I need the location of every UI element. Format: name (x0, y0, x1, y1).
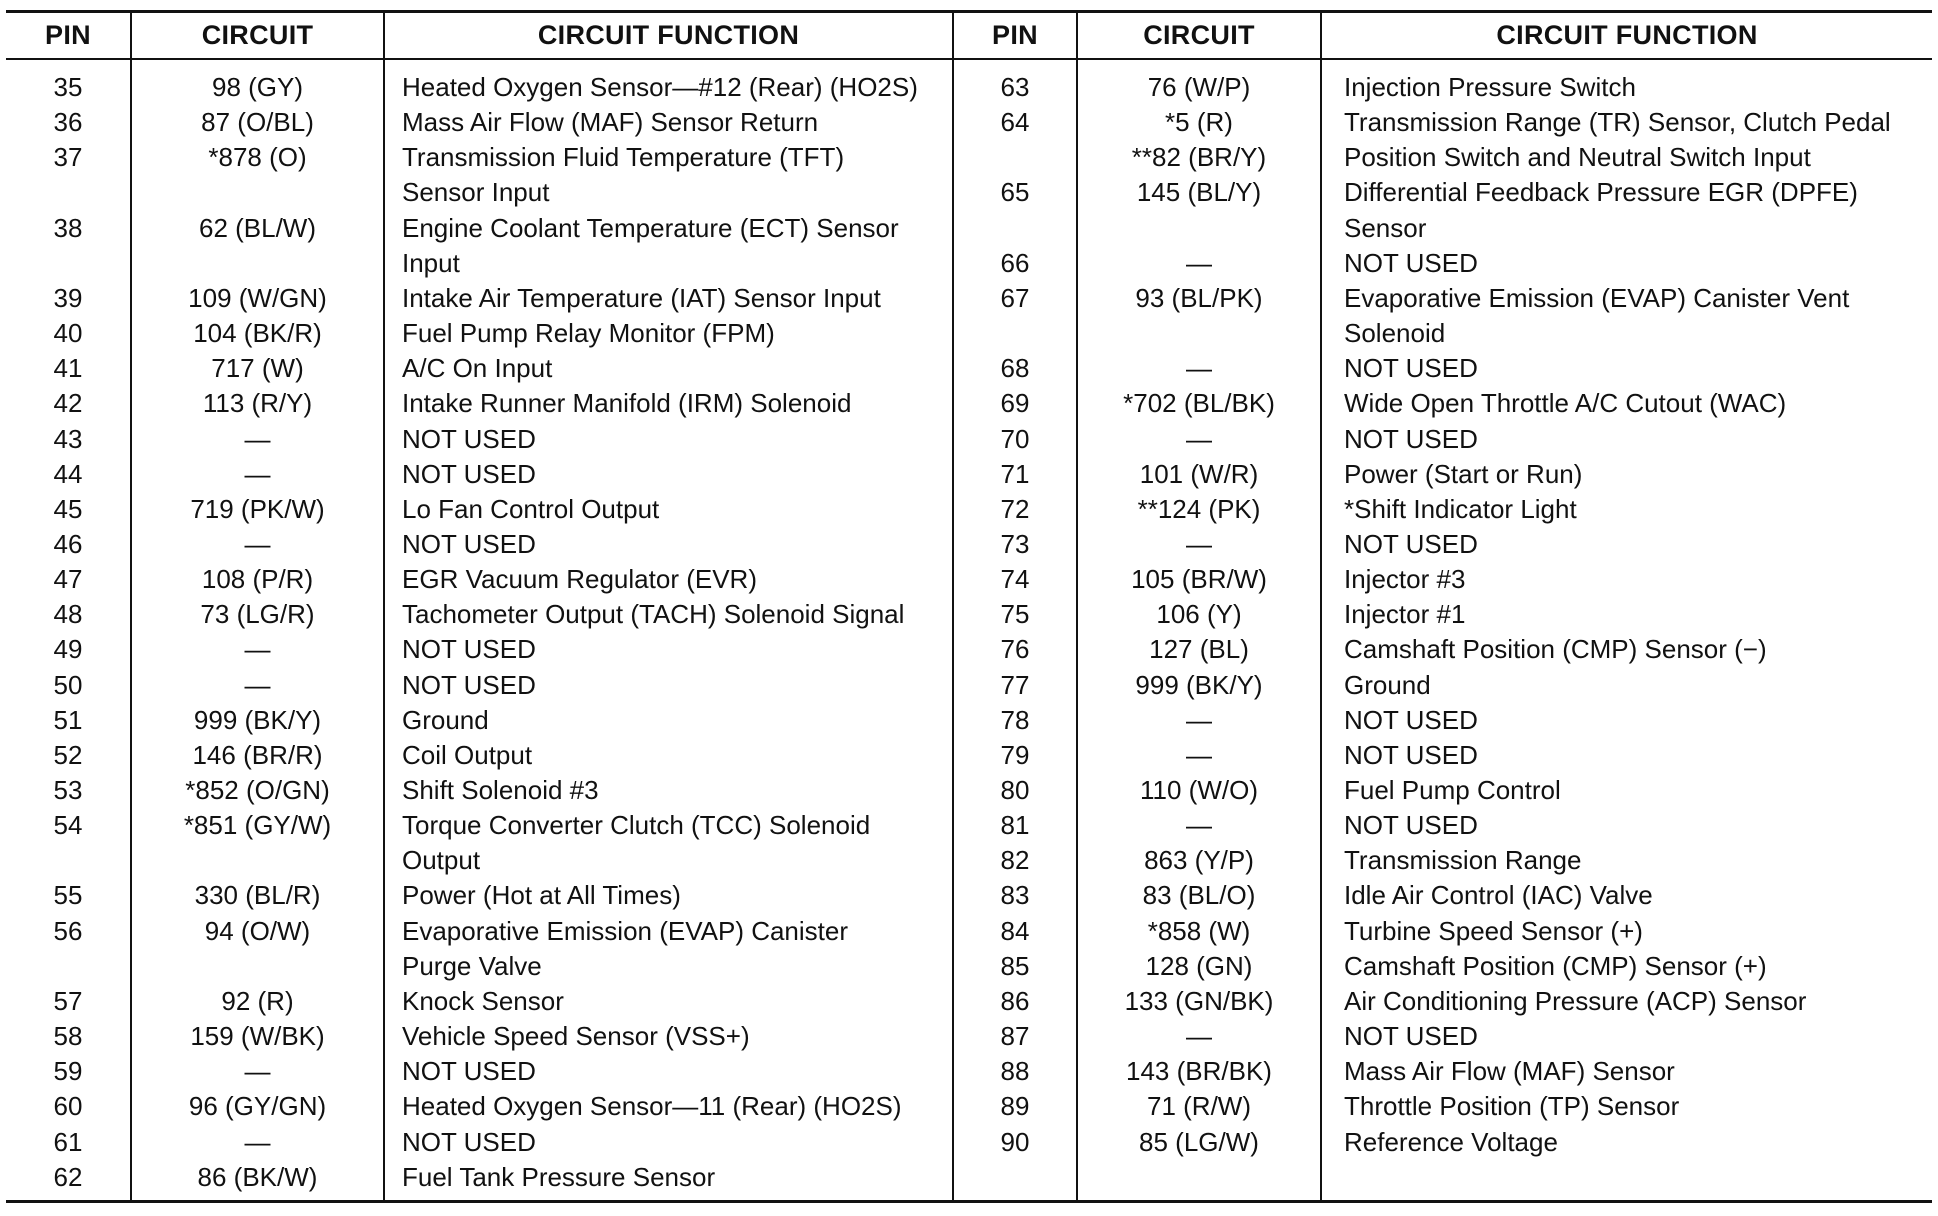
pin-cell: 85 (1000, 950, 1030, 981)
circuit-cell: 73 (LG/R) (200, 599, 315, 630)
circuit-cell: 863 (Y/P) (1144, 845, 1254, 876)
function-cell: Mass Air Flow (MAF) Sensor Return (402, 107, 819, 138)
circuit-cell: — (244, 1056, 271, 1087)
circuit-cell: 145 (BL/Y) (1136, 177, 1262, 208)
table-row (6, 738, 952, 773)
pin-cell (6, 843, 130, 878)
table-row (954, 738, 1932, 773)
table-row (954, 562, 1932, 597)
table-row (6, 597, 952, 632)
circuit-cell: 83 (BL/O) (1142, 880, 1256, 911)
function-cell: A/C On Input (402, 353, 553, 384)
pin-cell: 74 (1000, 564, 1030, 595)
table-row (954, 878, 1932, 913)
table-row (954, 140, 1932, 175)
circuit-cell: *5 (R) (1165, 107, 1233, 138)
table-row (6, 878, 952, 913)
function-cell: Injector #3 (1344, 564, 1466, 595)
function-cell: Power (Start or Run) (1344, 458, 1583, 489)
table-row (954, 632, 1932, 667)
table-row (6, 211, 952, 246)
right-pin-list (954, 70, 1932, 1195)
circuit-cell: 94 (O/W) (204, 915, 311, 946)
circuit-cell: 76 (W/P) (1147, 72, 1251, 102)
function-cell: NOT USED (1344, 423, 1478, 454)
pin-cell: 89 (1000, 1091, 1030, 1122)
table-row (6, 668, 952, 703)
circuit-cell (132, 175, 383, 210)
circuit-cell: 85 (LG/W) (1139, 1126, 1259, 1157)
pin-cell: 87 (1000, 1021, 1030, 1052)
table-row (6, 316, 952, 351)
table-row (954, 808, 1932, 843)
pin-cell: 67 (1000, 282, 1030, 313)
table-row (954, 351, 1932, 386)
pin-cell: 46 (53, 528, 83, 559)
pin-cell: 82 (1000, 845, 1030, 876)
function-cell: Turbine Speed Sensor (+) (1344, 915, 1643, 946)
function-cell: Mass Air Flow (MAF) Sensor (1344, 1056, 1675, 1087)
pin-cell: 52 (53, 739, 83, 770)
circuit-cell: 105 (BR/W) (1131, 564, 1267, 595)
table-row (6, 386, 952, 421)
function-cell: Differential Feedback Pressure EGR (DPFE) (1344, 177, 1858, 208)
function-cell: Intake Runner Manifold (IRM) Solenoid (402, 388, 852, 419)
function-cell: Transmission Range (TR) Sensor, Clutch Pedal (1344, 107, 1891, 138)
header-rule (6, 58, 1932, 60)
circuit-cell: 62 (BL/W) (198, 212, 317, 243)
function-cell: Vehicle Speed Sensor (VSS+) (402, 1021, 750, 1052)
circuit-cell: — (244, 458, 271, 489)
function-cell: Fuel Tank Pressure Sensor (402, 1161, 716, 1192)
pin-cell: 65 (1000, 177, 1030, 208)
pin-cell: 61 (53, 1126, 83, 1157)
function-cell: Evaporative Emission (EVAP) Canister (402, 915, 849, 946)
pin-cell (6, 246, 130, 281)
function-cell: Heated Oxygen Sensor—#12 (Rear) (HO2S) (402, 72, 918, 102)
function-cell: NOT USED (402, 528, 536, 559)
circuit-cell: 143 (BR/BK) (1126, 1056, 1272, 1087)
pin-cell (6, 949, 130, 984)
pin-cell: 39 (53, 282, 83, 313)
table-row (6, 1054, 952, 1089)
table-row (954, 281, 1932, 316)
function-cell: Reference Voltage (1344, 1126, 1558, 1157)
table-row (6, 773, 952, 808)
circuit-cell: — (244, 1126, 271, 1157)
circuit-cell: 92 (R) (221, 985, 294, 1016)
function-cell: Lo Fan Control Output (402, 493, 660, 524)
circuit-cell: 113 (R/Y) (202, 388, 313, 419)
circuit-cell: **82 (BR/Y) (1131, 142, 1267, 173)
top-rule (6, 10, 1932, 13)
pin-cell: 81 (1000, 810, 1030, 841)
pin-cell: 53 (53, 775, 83, 805)
function-cell: Evaporative Emission (EVAP) Canister Vent (1344, 282, 1850, 313)
pin-cell: 64 (1000, 107, 1030, 138)
circuit-cell: — (244, 634, 271, 665)
pin-cell: 88 (1000, 1056, 1030, 1087)
pin-cell: 60 (53, 1091, 83, 1122)
function-cell: Ground (1344, 669, 1431, 700)
table-row (6, 1019, 952, 1054)
function-cell: Camshaft Position (CMP) Sensor (−) (1344, 634, 1767, 665)
pin-cell: 59 (53, 1056, 83, 1087)
table-row (954, 175, 1932, 210)
function-cell: NOT USED (1344, 739, 1478, 770)
function-cell: NOT USED (1344, 528, 1478, 559)
pin-cell: 62 (53, 1161, 83, 1192)
circuit-cell: 717 (W) (211, 353, 304, 384)
pin-cell (6, 175, 130, 210)
table-row (6, 70, 952, 105)
circuit-cell: — (1186, 1021, 1212, 1052)
pin-cell: 80 (1000, 775, 1030, 805)
pin-cell: 47 (53, 564, 83, 595)
function-cell: Ground (402, 704, 489, 735)
table-row (6, 1089, 952, 1124)
pin-cell: 36 (53, 107, 83, 138)
function-cell: Heated Oxygen Sensor—11 (Rear) (HO2S) (402, 1091, 902, 1122)
function-cell: Fuel Pump Control (1344, 775, 1561, 805)
pin-cell: 58 (53, 1021, 83, 1052)
circuit-cell: **124 (PK) (1137, 493, 1261, 524)
table-row (954, 105, 1932, 140)
table-row (6, 351, 952, 386)
function-cell: NOT USED (402, 423, 536, 454)
table-row (954, 422, 1932, 457)
function-cell: Injection Pressure Switch (1344, 72, 1636, 102)
table-row (6, 808, 952, 843)
function-cell: NOT USED (1344, 353, 1478, 384)
bottom-rule (6, 1200, 1932, 1203)
circuit-cell: 86 (BK/W) (197, 1161, 318, 1192)
pin-cell: 68 (1000, 353, 1030, 384)
function-cell: Injector #1 (1344, 599, 1466, 630)
table-row (6, 562, 952, 597)
circuit-cell: 159 (W/BK) (190, 1021, 325, 1052)
function-cell: NOT USED (402, 1126, 536, 1157)
function-cell: Knock Sensor (402, 985, 564, 1016)
circuit-cell: *851 (GY/W) (183, 810, 332, 841)
pin-cell: 55 (53, 880, 83, 911)
table-row (6, 632, 952, 667)
circuit-cell: — (244, 669, 271, 700)
circuit-cell: 87 (O/BL) (201, 107, 314, 138)
function-cell: NOT USED (402, 458, 536, 489)
circuit-cell: 330 (BL/R) (194, 880, 321, 911)
table-row (6, 457, 952, 492)
circuit-cell: — (1186, 528, 1212, 559)
circuit-cell: 106 (Y) (1156, 599, 1242, 630)
function-cell: NOT USED (1344, 704, 1478, 735)
function-cell: Intake Air Temperature (IAT) Sensor Input (402, 282, 881, 313)
table-row (954, 1089, 1932, 1124)
pin-cell: 50 (53, 669, 83, 700)
left-pin-list (6, 70, 952, 1195)
function-cell: Output (402, 845, 481, 876)
function-cell: Air Conditioning Pressure (ACP) Sensor (1344, 985, 1807, 1016)
table-row (954, 211, 1932, 246)
table-row (6, 246, 952, 281)
pin-cell: 45 (53, 493, 83, 524)
function-cell: Sensor Input (402, 177, 550, 208)
circuit-cell (1078, 211, 1320, 246)
function-cell: Torque Converter Clutch (TCC) Solenoid (402, 810, 871, 841)
circuit-cell: 128 (GN) (1145, 950, 1253, 981)
header-right-pin: PIN (992, 20, 1038, 50)
table-row (954, 843, 1932, 878)
function-cell: Transmission Fluid Temperature (TFT) (402, 142, 845, 173)
function-cell: Throttle Position (TP) Sensor (1344, 1091, 1680, 1122)
table-row (954, 457, 1932, 492)
table-row (6, 527, 952, 562)
pin-cell: 51 (53, 704, 83, 735)
table-row (954, 703, 1932, 738)
pin-cell: 90 (1000, 1126, 1030, 1157)
circuit-cell: 999 (BK/Y) (193, 704, 322, 735)
table-row (6, 984, 952, 1019)
circuit-cell: *852 (O/GN) (185, 775, 330, 805)
pin-cell: 73 (1000, 528, 1030, 559)
pin-cell: 78 (1000, 704, 1030, 735)
table-row (6, 281, 952, 316)
circuit-cell (1078, 316, 1320, 351)
circuit-cell: 127 (BL) (1149, 634, 1249, 665)
table-row (6, 492, 952, 527)
pin-cell: 86 (1000, 985, 1030, 1016)
pin-cell: 79 (1000, 739, 1030, 770)
header-right-function: CIRCUIT FUNCTION (1496, 20, 1758, 50)
pin-cell (954, 140, 1076, 175)
header-left-function: CIRCUIT FUNCTION (537, 20, 800, 50)
pin-cell: 38 (53, 212, 83, 243)
circuit-cell: 71 (R/W) (1147, 1091, 1251, 1122)
circuit-cell: — (244, 528, 271, 559)
pin-cell: 56 (53, 915, 83, 946)
pin-cell: 72 (1000, 493, 1030, 524)
function-cell: NOT USED (1344, 1021, 1478, 1052)
table-row (954, 1019, 1932, 1054)
table-row (6, 1125, 952, 1160)
table-row (6, 105, 952, 140)
circuit-cell: — (1186, 739, 1212, 770)
table-row (954, 1125, 1932, 1160)
circuit-cell: 108 (P/R) (201, 564, 314, 595)
function-cell: Fuel Pump Relay Monitor (FPM) (402, 318, 775, 349)
circuit-cell: 109 (W/GN) (188, 282, 327, 313)
function-cell: Wide Open Throttle A/C Cutout (WAC) (1344, 388, 1787, 419)
function-cell: Sensor (1344, 212, 1427, 243)
pinout-table (6, 10, 1932, 1206)
pin-cell (954, 211, 1076, 246)
function-cell: *Shift Indicator Light (1344, 493, 1577, 524)
table-row (6, 422, 952, 457)
table-row (954, 914, 1932, 949)
circuit-cell: 146 (BR/R) (192, 739, 323, 770)
pin-cell: 84 (1000, 915, 1030, 946)
pin-cell (954, 316, 1076, 351)
circuit-cell: — (244, 423, 271, 454)
table-row (6, 949, 952, 984)
pin-cell: 71 (1000, 458, 1030, 489)
pin-cell: 66 (1000, 247, 1030, 278)
circuit-cell: 101 (W/R) (1139, 458, 1259, 489)
table-row (954, 70, 1932, 105)
function-cell: Solenoid (1344, 318, 1446, 349)
circuit-cell: *858 (W) (1147, 915, 1251, 946)
circuit-cell: 719 (PK/W) (190, 493, 325, 524)
table-row (954, 492, 1932, 527)
table-row (954, 984, 1932, 1019)
table-row (6, 1160, 952, 1195)
pin-cell: 43 (53, 423, 83, 454)
function-cell: Power (Hot at All Times) (402, 880, 681, 911)
circuit-cell: 110 (W/O) (1140, 775, 1258, 805)
pin-cell: 75 (1000, 599, 1030, 630)
circuit-cell: 96 (GY/GN) (188, 1091, 327, 1122)
table-row (954, 527, 1932, 562)
pin-cell: 69 (1000, 388, 1030, 419)
function-cell: Shift Solenoid #3 (402, 775, 599, 805)
pin-cell: 76 (1000, 634, 1030, 665)
pin-cell: 40 (53, 318, 83, 349)
function-cell: Idle Air Control (IAC) Valve (1344, 880, 1653, 911)
circuit-cell: 104 (BK/R) (193, 318, 322, 349)
function-cell: Camshaft Position (CMP) Sensor (+) (1344, 950, 1767, 981)
table-row (954, 386, 1932, 421)
pin-cell: 35 (53, 72, 83, 102)
table-row (954, 668, 1932, 703)
function-cell: Tachometer Output (TACH) Solenoid Signal (402, 599, 905, 630)
circuit-cell: — (1186, 810, 1212, 841)
pin-cell: 42 (53, 388, 83, 419)
circuit-cell: 93 (BL/PK) (1135, 282, 1263, 313)
function-cell: Engine Coolant Temperature (ECT) Sensor (402, 212, 899, 243)
table-row (6, 914, 952, 949)
pin-cell: 49 (53, 634, 83, 665)
table-row (954, 773, 1932, 808)
function-cell: Purge Valve (402, 950, 542, 981)
function-cell: NOT USED (1344, 247, 1478, 278)
function-cell: NOT USED (402, 1056, 536, 1087)
circuit-cell (132, 246, 383, 281)
table-row (6, 140, 952, 175)
function-cell: Input (402, 247, 460, 278)
circuit-cell: *878 (O) (208, 142, 307, 173)
function-cell: NOT USED (1344, 810, 1478, 841)
circuit-cell (132, 843, 383, 878)
pin-cell: 57 (53, 985, 83, 1016)
function-cell: NOT USED (402, 669, 536, 700)
table-row (6, 843, 952, 878)
pin-cell: 48 (53, 599, 83, 630)
table-row (954, 316, 1932, 351)
pin-cell: 63 (1000, 72, 1030, 102)
pin-cell: 77 (1000, 669, 1030, 700)
table-row (6, 703, 952, 738)
circuit-cell: 98 (GY) (211, 72, 304, 102)
table-row (954, 597, 1932, 632)
header-right-circuit: CIRCUIT (1143, 20, 1255, 50)
function-cell: EGR Vacuum Regulator (EVR) (402, 564, 757, 595)
function-cell: Transmission Range (1344, 845, 1582, 876)
table-row (954, 246, 1932, 281)
function-cell: NOT USED (402, 634, 536, 665)
circuit-cell: 133 (GN/BK) (1124, 985, 1274, 1016)
pin-cell: 41 (53, 353, 83, 384)
pin-cell: 54 (53, 810, 83, 841)
pin-cell: 83 (1000, 880, 1030, 911)
function-cell: Position Switch and Neutral Switch Input (1344, 142, 1811, 173)
circuit-cell: — (1186, 704, 1212, 735)
pin-cell: 44 (53, 458, 83, 489)
table-row (954, 949, 1932, 984)
header-left-circuit: CIRCUIT (201, 20, 314, 50)
table-row (954, 1054, 1932, 1089)
circuit-cell: — (1186, 353, 1212, 384)
function-cell: Coil Output (402, 739, 533, 770)
circuit-cell: — (1186, 423, 1212, 454)
circuit-cell: — (1186, 247, 1212, 278)
header-left-pin: PIN (45, 20, 91, 50)
table-row (6, 175, 952, 210)
pin-cell: 37 (53, 142, 83, 173)
circuit-cell: *702 (BL/BK) (1123, 388, 1275, 419)
pin-cell: 70 (1000, 423, 1030, 454)
circuit-cell: 999 (BK/Y) (1135, 669, 1263, 700)
circuit-cell (132, 949, 383, 984)
